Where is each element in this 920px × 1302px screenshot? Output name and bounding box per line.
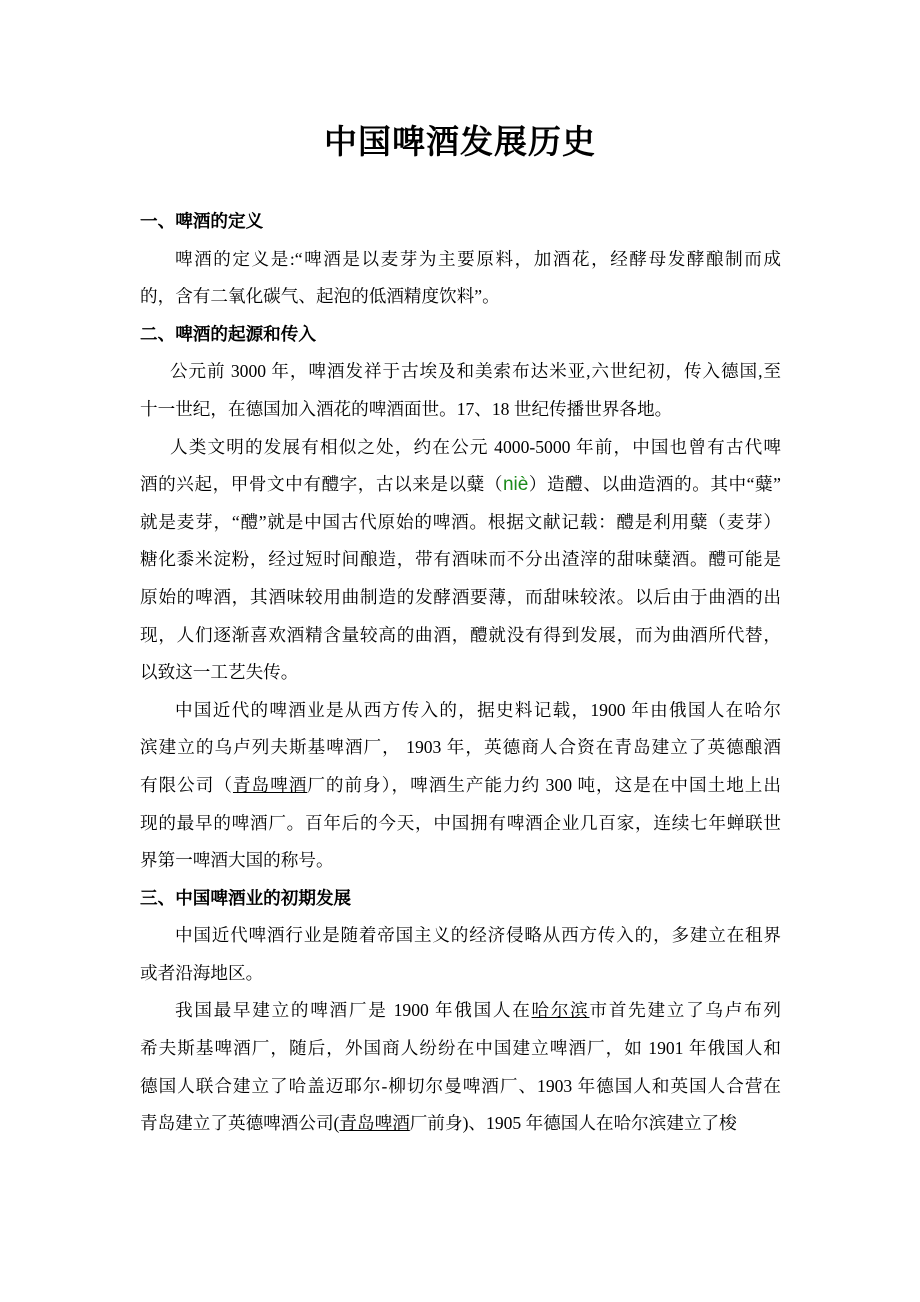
text-line bbox=[140, 955, 781, 993]
text-segment: 青岛建立了英德啤酒公司( bbox=[140, 1113, 340, 1134]
document-body bbox=[140, 203, 781, 1143]
text-line bbox=[140, 1030, 781, 1068]
section-heading bbox=[140, 316, 781, 354]
section-heading bbox=[140, 203, 781, 241]
text-segment: 市首先建立了乌卢布列 bbox=[589, 1000, 781, 1021]
text-line bbox=[140, 241, 781, 279]
text-segment: 德国人联合建立了哈盖迈耶尔-柳切尔曼啤酒厂、1903 年德国人和英国人合营在 bbox=[140, 1075, 781, 1096]
text-line bbox=[140, 353, 781, 391]
paragraph bbox=[140, 241, 781, 316]
hyperlink[interactable]: 哈尔滨 bbox=[531, 1000, 590, 1021]
text-segment: 酒的兴起，甲骨文中有醴字，古以来是以糵（ bbox=[140, 474, 503, 495]
paragraph bbox=[140, 992, 781, 1142]
text-line bbox=[140, 917, 781, 955]
document-title: 中国啤酒发展历史 bbox=[324, 122, 596, 161]
text-line bbox=[140, 1068, 781, 1106]
paragraph bbox=[140, 429, 781, 692]
text-line bbox=[140, 466, 781, 504]
text-line bbox=[140, 579, 781, 617]
paragraph bbox=[140, 692, 781, 880]
text-segment: 三、中国啤酒业的初期发展 bbox=[140, 887, 352, 908]
text-line bbox=[140, 729, 781, 767]
text-line bbox=[140, 617, 781, 655]
text-segment: 人类文明的发展有相似之处，约在公元 4000-5000 年前，中国也曾有古代啤 bbox=[170, 436, 781, 457]
hyperlink[interactable]: 青岛啤酒 bbox=[232, 774, 308, 795]
text-segment: 中国近代啤酒行业是随着帝国主义的经济侵略从西方传入的，多建立在租界 bbox=[175, 925, 781, 946]
text-line bbox=[140, 692, 781, 730]
text-segment: 我国最早建立的啤酒厂是 1900 年俄国人在 bbox=[175, 1000, 532, 1021]
text-line bbox=[140, 805, 781, 843]
hyperlink[interactable]: 青岛啤酒 bbox=[339, 1113, 410, 1134]
section-heading bbox=[140, 880, 781, 918]
text-segment: 公元前 3000 年，啤酒发祥于古埃及和美索布达米亚,六世纪初，传入德国,至 bbox=[170, 361, 781, 382]
text-line bbox=[140, 541, 781, 579]
text-line bbox=[140, 842, 781, 880]
text-line bbox=[140, 654, 781, 692]
text-line bbox=[140, 391, 781, 429]
text-segment: 的，含有二氧化碳气、起泡的低酒精度饮料”。 bbox=[140, 286, 500, 307]
text-segment: 现，人们逐渐喜欢酒精含量较高的曲酒，醴就没有得到发展，而为曲酒所代替， bbox=[140, 624, 781, 645]
text-line bbox=[140, 992, 781, 1030]
text-segment: ）造醴、以曲造酒的。其中“糵” bbox=[528, 474, 781, 495]
text-line bbox=[140, 278, 781, 316]
text-segment: 滨建立的乌卢列夫斯基啤酒厂， 1903 年，英德商人合资在青岛建立了英德酿酒 bbox=[140, 737, 781, 758]
text-line bbox=[140, 1105, 781, 1143]
text-segment: 原始的啤酒，其酒味较用曲制造的发酵酒要薄，而甜味较浓。以后由于曲酒的出 bbox=[140, 586, 781, 607]
heading-text bbox=[140, 880, 781, 918]
text-segment: 十一世纪，在德国加入酒花的啤酒面世。17、18 世纪传播世界各地。 bbox=[140, 398, 673, 419]
text-line bbox=[140, 429, 781, 467]
text-line bbox=[140, 767, 781, 805]
text-segment: 一、啤酒的定义 bbox=[140, 211, 264, 231]
text-segment: 界第一啤酒大国的称号。 bbox=[140, 850, 334, 871]
text-segment: 厂前身)、1905 年德国人在哈尔滨建立了梭 bbox=[409, 1113, 737, 1134]
text-segment: 或者沿海地区。 bbox=[140, 962, 264, 983]
text-segment: 现的最早的啤酒厂。百年后的今天，中国拥有啤酒企业几百家，连续七年蝉联世 bbox=[140, 812, 781, 833]
text-segment: 厂的前身），啤酒生产能力约 300 吨，这是在中国土地上出 bbox=[307, 774, 781, 795]
paragraph bbox=[140, 353, 781, 428]
text-segment: 有限公司（ bbox=[140, 774, 233, 795]
text-segment: 希夫斯基啤酒厂，随后，外国商人纷纷在中国建立啤酒厂，如 1901 年俄国人和 bbox=[140, 1038, 781, 1059]
pinyin-annotation: niè bbox=[502, 474, 529, 496]
text-segment: 啤酒的定义是:“啤酒是以麦芽为主要原料，加酒花，经酵母发酵酿制而成 bbox=[175, 248, 781, 269]
heading-text bbox=[140, 203, 781, 241]
text-segment: 二、啤酒的起源和传入 bbox=[140, 323, 316, 344]
text-segment: 中国近代的啤酒业是从西方传入的，据史料记载，1900 年由俄国人在哈尔 bbox=[175, 699, 781, 720]
paragraph bbox=[140, 917, 781, 992]
text-line bbox=[140, 504, 781, 542]
text-segment: 以致这一工艺失传。 bbox=[140, 662, 299, 683]
text-segment: 就是麦芽，“醴”就是中国古代原始的啤酒。根据文献记载：醴是利用糵（麦芽） bbox=[140, 511, 781, 532]
text-segment: 糖化黍米淀粉，经过短时间酿造，带有酒味而不分出渣滓的甜味糵酒。醴可能是 bbox=[140, 549, 781, 570]
heading-text bbox=[140, 316, 781, 354]
